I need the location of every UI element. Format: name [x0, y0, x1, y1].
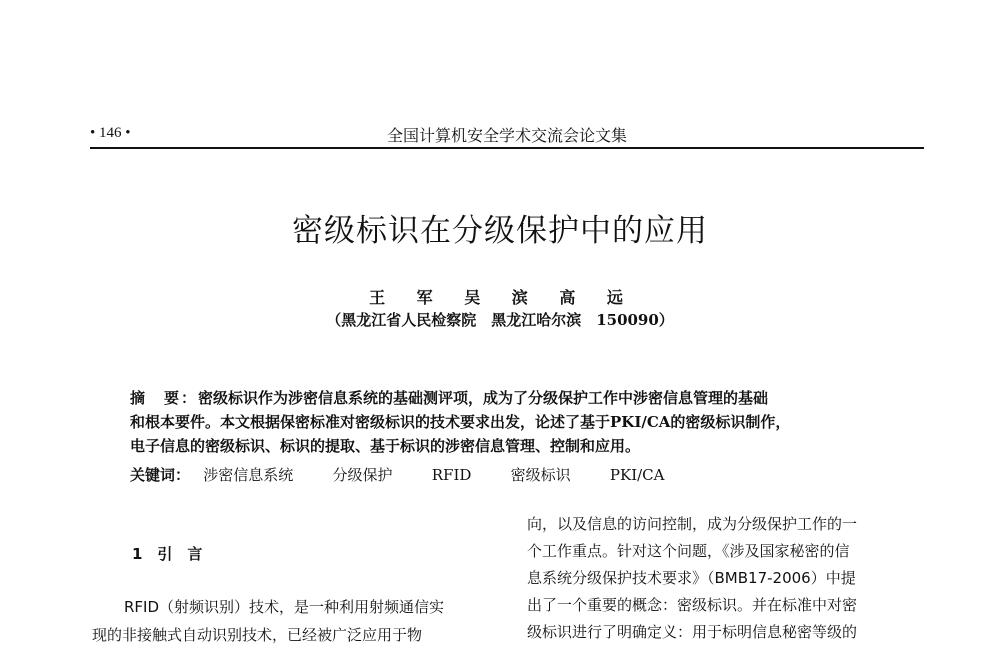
affiliation: （黑龙江省人民检察院 黑龙江哈尔滨 150090）: [326, 311, 674, 329]
abstract-line: 和根本要件。本文根据保密标准对密级标识的技术要求出发，论述了基于PKI/CA的密级标识制作，: [130, 413, 791, 431]
keyword: PKI/CA: [609, 466, 665, 484]
keyword: 涉密信息系统: [203, 466, 294, 484]
page-number: • 146 •: [90, 125, 131, 141]
keywords-label: 关键词：: [130, 466, 191, 484]
abstract-line: 电子信息的密级标识、标识的提取、基于标识的涉密信息管理、控制和应用。: [130, 437, 641, 455]
body-line: 向，以及信息的访问控制，成为分级保护工作的一: [527, 515, 858, 533]
keyword: 密级标识: [510, 466, 571, 484]
body-line: 息系统分级保护技术要求》（BMB17-2006）中提: [527, 569, 856, 587]
keywords: [130, 464, 910, 485]
body-line: 出了一个重要的概念：密级标识。并在标准中对密: [527, 596, 858, 614]
authors: 王 军 吴 滨 高 远: [369, 288, 631, 307]
abstract: [130, 386, 910, 458]
body-line: 现的非接触式自动识别技术，已经被广泛应用于物: [92, 626, 423, 644]
abstract-line: [130, 386, 910, 410]
abstract-text: 密级标识作为涉密信息系统的基础测评项，成为了分级保护工作中涉密信息管理的基础: [198, 389, 769, 407]
body-line: 级标识进行了明确定义：用于标明信息秘密等级的: [527, 623, 858, 641]
keyword: RFID: [431, 466, 472, 484]
right-column: [527, 511, 927, 646]
keyword: 分级保护: [332, 466, 393, 484]
left-column: [92, 593, 504, 649]
journal-title: 全国计算机安全学术交流会论文集: [386, 126, 627, 145]
section-heading: 1 引 言: [132, 545, 203, 563]
body-line: RFID（射频识别）技术，是一种利用射频通信实: [124, 598, 445, 616]
running-header: [90, 123, 924, 149]
body-line: 个工作重点。针对这个问题，《涉及国家秘密的信: [527, 542, 850, 560]
paper-title: 密级标识在分级保护中的应用: [292, 213, 708, 249]
abstract-label: 摘 要：: [130, 389, 199, 407]
